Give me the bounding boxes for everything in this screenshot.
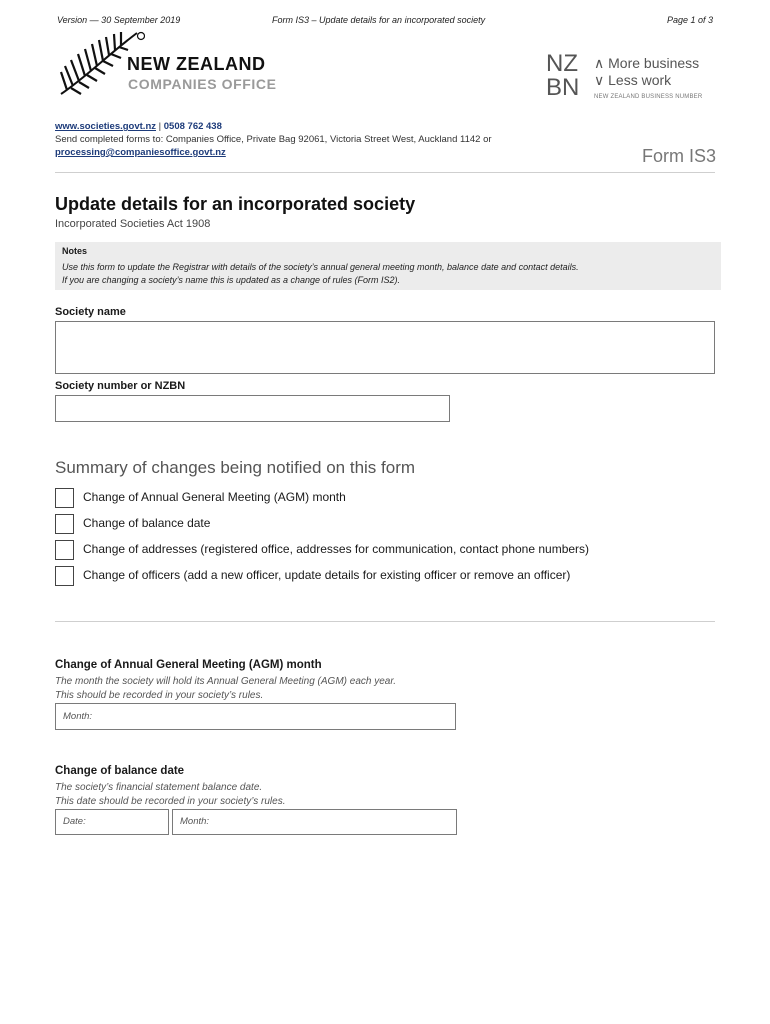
officer-change-label: Change of officers (add a new officer, update details for existing officer or remove an officer) xyxy=(83,568,571,582)
header-form-title: Form IS3 – Update details for an incorporated society xyxy=(272,15,486,25)
companies-office-logo xyxy=(55,28,295,98)
address-change-label: Change of addresses (registered office, addresses for communication, contact phone numbers) xyxy=(83,542,590,556)
page-number: Page 1 of 3 xyxy=(667,15,714,25)
notes-line1: Use this form to update the Registrar with details of the society’s annual general meeting month, balance date and contact details. xyxy=(62,262,579,272)
nzbn-tag2 xyxy=(594,72,671,89)
agm-change-label: Change of Annual General Meeting (AGM) month xyxy=(83,490,346,504)
agm-month-input[interactable] xyxy=(55,703,456,730)
section-divider xyxy=(55,621,715,622)
nzbn-tag1 xyxy=(594,55,699,72)
notes-line2: If you are changing a society’s name this is updated as a change of rules (Form IS2). xyxy=(62,275,401,285)
send-to-text: Send completed forms to: Companies Office, Private Bag 92061, Victoria Street West, Auckland 1142 or xyxy=(55,134,492,145)
balance-desc2: This date should be recorded in your society’s rules. xyxy=(55,796,286,807)
nzbn-letters-top: NZ xyxy=(546,50,578,77)
summary-heading: Summary of changes being notified on this form xyxy=(55,458,416,477)
logo-line1: NEW ZEALAND xyxy=(127,54,266,74)
balance-change-checkbox[interactable] xyxy=(55,514,74,534)
balance-month-label: Month: xyxy=(180,816,210,827)
page-title: Update details for an incorporated society xyxy=(55,194,416,214)
agm-section-title: Change of Annual General Meeting (AGM) month xyxy=(55,659,322,671)
nzbn-letters-bottom: BN xyxy=(546,74,580,101)
society-number-input[interactable] xyxy=(55,395,450,422)
balance-desc1: The society’s financial statement balance date. xyxy=(55,782,263,793)
agm-desc1: The month the society will hold its Annual General Meeting (AGM) each year. xyxy=(55,676,397,687)
caret-up-icon: ∧ xyxy=(594,55,605,71)
balance-section-title: Change of balance date xyxy=(55,765,185,777)
balance-month-input[interactable] xyxy=(172,809,457,835)
society-number-label: Society number or NZBN xyxy=(55,380,186,392)
version-text: Version — 30 September 2019 xyxy=(57,15,181,25)
logo-line2: COMPANIES OFFICE xyxy=(128,76,277,92)
email-line xyxy=(55,147,226,158)
header-divider xyxy=(55,172,715,173)
agm-desc2: This should be recorded in your society’s rules. xyxy=(55,690,264,701)
agm-month-label: Month: xyxy=(63,711,93,722)
society-name-label: Society name xyxy=(55,306,126,318)
agm-change-checkbox[interactable] xyxy=(55,488,74,508)
balance-change-label: Change of balance date xyxy=(83,516,211,530)
contact-line xyxy=(55,121,222,132)
website-link[interactable]: www.societies.govt.nz xyxy=(55,121,157,132)
caret-down-icon: ∨ xyxy=(594,72,605,88)
form-id: Form IS3 xyxy=(641,146,716,166)
balance-date-label: Date: xyxy=(63,816,86,827)
contact-separator: | xyxy=(158,121,162,132)
phone-number: 0508 762 438 xyxy=(163,121,222,132)
nzbn-caption: NEW ZEALAND BUSINESS NUMBER xyxy=(594,94,703,100)
address-change-checkbox[interactable] xyxy=(55,540,74,560)
act-subtitle: Incorporated Societies Act 1908 xyxy=(55,218,211,230)
nzbn-tag2-text: Less work xyxy=(608,72,672,88)
email-link[interactable]: processing@companiesoffice.govt.nz xyxy=(55,147,226,158)
nzbn-logo xyxy=(546,52,716,107)
nzbn-tag1-text: More business xyxy=(608,55,700,71)
notes-heading: Notes xyxy=(62,246,88,256)
balance-date-input[interactable] xyxy=(55,809,169,835)
notes-box xyxy=(55,242,721,290)
officer-change-checkbox[interactable] xyxy=(55,566,74,586)
society-name-input[interactable] xyxy=(55,321,715,374)
